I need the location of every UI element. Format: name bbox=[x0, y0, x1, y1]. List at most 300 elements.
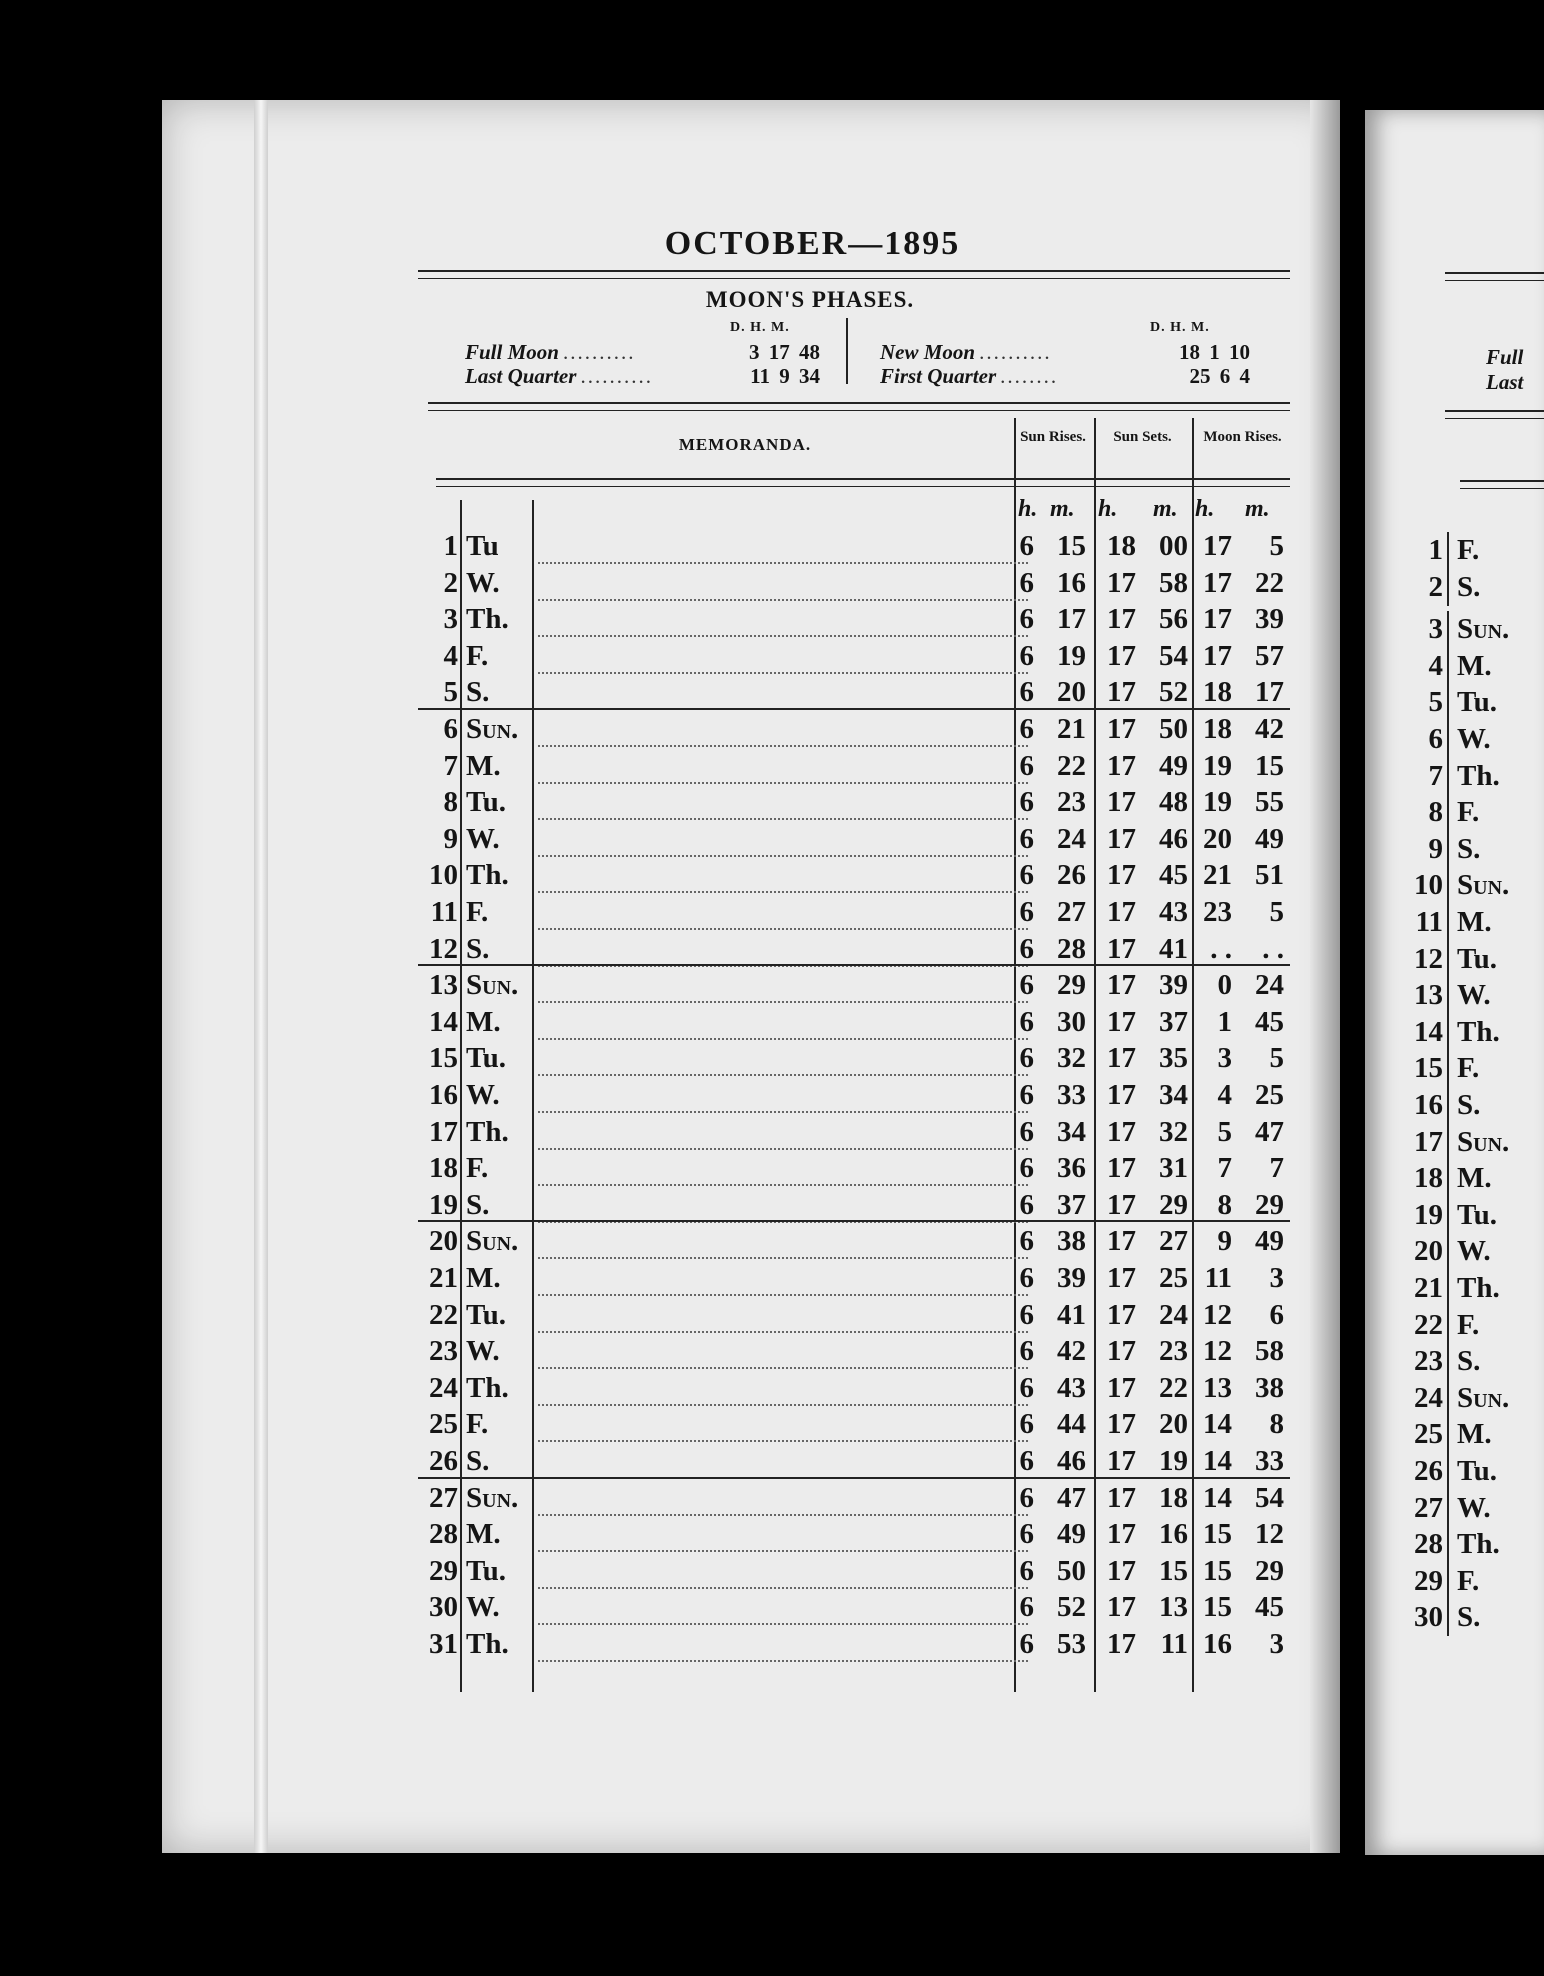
next-page-row bbox=[1405, 1490, 1491, 1527]
weekday-name: Tu. bbox=[466, 786, 507, 819]
sun-rises-heading: Sun Rises. bbox=[1020, 429, 1086, 445]
time-mr-h: 13 bbox=[1203, 1371, 1232, 1404]
table-row bbox=[410, 1406, 1290, 1443]
week-separator bbox=[418, 708, 1290, 710]
time-sr-m: 49 bbox=[1057, 1518, 1086, 1551]
next-page-row bbox=[1405, 648, 1492, 685]
time-sr-m: 16 bbox=[1057, 566, 1086, 599]
time-ss-h: 17 bbox=[1107, 1445, 1136, 1477]
next-page-row bbox=[1405, 1197, 1497, 1234]
time-sr-h: 6 bbox=[1019, 603, 1034, 636]
time-sr-m: 19 bbox=[1057, 639, 1086, 672]
time-mr-h: 3 bbox=[1217, 1042, 1232, 1075]
time-sr-h: 6 bbox=[1019, 1371, 1034, 1404]
time-ss-m: 46 bbox=[1159, 822, 1188, 855]
table-row bbox=[410, 1114, 1290, 1151]
memo-line[interactable] bbox=[538, 1077, 1028, 1113]
time-sr-h: 6 bbox=[1019, 896, 1034, 928]
memo-line[interactable] bbox=[538, 1370, 1028, 1406]
time-ss-h: 17 bbox=[1107, 1262, 1136, 1294]
weekday-name: W. bbox=[466, 566, 500, 599]
time-sr-m: 41 bbox=[1057, 1298, 1086, 1331]
time-sr-m: 26 bbox=[1057, 859, 1086, 892]
time-mr-h: 5 bbox=[1217, 1115, 1232, 1148]
time-sr-m: 21 bbox=[1057, 713, 1086, 745]
time-mr-h: 19 bbox=[1203, 786, 1232, 819]
memo-line[interactable] bbox=[538, 784, 1028, 820]
time-ss-m: 20 bbox=[1159, 1408, 1188, 1441]
time-sr-m: 42 bbox=[1057, 1335, 1086, 1368]
time-mr-m: 33 bbox=[1255, 1445, 1284, 1477]
time-sr-h: 6 bbox=[1019, 1005, 1034, 1038]
day-number: 30 bbox=[1414, 1601, 1443, 1634]
weekday-name: W. bbox=[1447, 721, 1491, 758]
next-page-row bbox=[1405, 532, 1479, 569]
time-mr-m: 5 bbox=[1269, 530, 1284, 562]
time-sr-m: 33 bbox=[1057, 1079, 1086, 1111]
table-row bbox=[410, 1626, 1290, 1663]
day-number: 21 bbox=[1414, 1272, 1443, 1304]
table-row bbox=[410, 1297, 1290, 1334]
table-row bbox=[410, 784, 1290, 821]
next-page-rule bbox=[1445, 272, 1544, 281]
moon-rises-m-label: m. bbox=[1245, 496, 1270, 522]
time-ss-h: 17 bbox=[1107, 676, 1136, 709]
time-mr-m: 42 bbox=[1255, 713, 1284, 745]
weekday-name: Tu bbox=[466, 530, 499, 562]
day-number: 26 bbox=[1414, 1455, 1443, 1487]
day-number: 18 bbox=[1414, 1162, 1443, 1195]
time-ss-h: 17 bbox=[1107, 896, 1136, 928]
time-sr-h: 6 bbox=[1019, 1262, 1034, 1294]
memo-line[interactable] bbox=[538, 1589, 1028, 1625]
table-row bbox=[410, 894, 1290, 931]
time-sr-h: 6 bbox=[1019, 1408, 1034, 1441]
moon-rises-h-label: h. bbox=[1195, 496, 1215, 522]
next-page-row bbox=[1405, 867, 1509, 904]
weekday-name: M. bbox=[1447, 1416, 1492, 1453]
time-ss-h: 17 bbox=[1107, 1079, 1136, 1111]
sun-sets-m-label: m. bbox=[1153, 496, 1178, 522]
table-row bbox=[410, 1187, 1290, 1224]
next-page-row bbox=[1405, 1124, 1509, 1161]
weekday-name: S. bbox=[466, 1188, 490, 1221]
time-ss-m: 22 bbox=[1159, 1371, 1188, 1404]
memo-line[interactable] bbox=[538, 1150, 1028, 1186]
day-number: 4 bbox=[1428, 649, 1443, 682]
day-number: 11 bbox=[430, 896, 458, 928]
day-number: 23 bbox=[1414, 1345, 1443, 1378]
day-number: 18 bbox=[429, 1152, 458, 1185]
weekday-name: M. bbox=[1447, 904, 1492, 941]
table-row bbox=[410, 1150, 1290, 1187]
time-ss-m: 27 bbox=[1159, 1225, 1188, 1258]
time-sr-m: 28 bbox=[1057, 932, 1086, 965]
time-ss-h: 17 bbox=[1107, 713, 1136, 745]
memo-line[interactable] bbox=[538, 931, 1028, 967]
time-ss-m: 18 bbox=[1159, 1481, 1188, 1514]
weekday-name: F. bbox=[1447, 532, 1479, 569]
page-gutter-shadow bbox=[1310, 100, 1340, 1853]
weekday-name: Th. bbox=[1447, 758, 1500, 795]
time-sr-m: 43 bbox=[1057, 1371, 1086, 1404]
weekday-name: M. bbox=[1447, 1160, 1492, 1197]
weekday-name: F. bbox=[466, 896, 489, 928]
weekday-name: Th. bbox=[466, 1628, 509, 1660]
time-sr-h: 6 bbox=[1019, 1152, 1034, 1185]
time-mr-h: 9 bbox=[1217, 1225, 1232, 1258]
next-page-row bbox=[1405, 1526, 1500, 1563]
next-page-row bbox=[1405, 1380, 1509, 1417]
table-row bbox=[410, 1040, 1290, 1077]
time-sr-h: 6 bbox=[1019, 1115, 1034, 1148]
weekday-name: Tu. bbox=[466, 1554, 507, 1587]
phase-full-moon bbox=[465, 340, 820, 365]
time-mr-m: 22 bbox=[1255, 566, 1284, 599]
time-ss-m: 35 bbox=[1159, 1042, 1188, 1075]
table-row bbox=[410, 748, 1290, 785]
table-row bbox=[410, 1443, 1290, 1480]
weekday-name: Sun. bbox=[1447, 1124, 1509, 1161]
memo-line[interactable] bbox=[538, 967, 1028, 1003]
day-number: 29 bbox=[1414, 1564, 1443, 1597]
next-page-phase-fragment: Full bbox=[1486, 345, 1524, 369]
table-row bbox=[410, 821, 1290, 858]
time-mr-h: 21 bbox=[1203, 859, 1232, 892]
weekday-name: S. bbox=[466, 932, 490, 965]
time-sr-m: 17 bbox=[1057, 603, 1086, 636]
time-sr-h: 6 bbox=[1019, 1554, 1034, 1587]
next-page-rule bbox=[1445, 410, 1544, 419]
next-page-row bbox=[1405, 1160, 1492, 1197]
time-ss-h: 17 bbox=[1107, 1591, 1136, 1624]
table-row bbox=[410, 528, 1290, 565]
time-ss-m: 50 bbox=[1159, 713, 1188, 745]
weekday-name: W. bbox=[466, 1591, 500, 1624]
weekday-name: S. bbox=[1447, 569, 1480, 606]
table-row bbox=[410, 1333, 1290, 1370]
table-row bbox=[410, 638, 1290, 675]
table-row bbox=[410, 674, 1290, 711]
moon-phases-heading: MOON'S PHASES. bbox=[705, 287, 915, 312]
day-number: 5 bbox=[1428, 686, 1443, 719]
header-rule bbox=[436, 478, 1290, 487]
time-ss-m: 34 bbox=[1159, 1079, 1188, 1111]
time-ss-h: 17 bbox=[1107, 1225, 1136, 1258]
next-page-phase-fragment: Last bbox=[1486, 370, 1524, 394]
table-row bbox=[410, 1480, 1290, 1517]
phase-divider bbox=[846, 318, 848, 384]
weekday-name: Tu. bbox=[466, 1042, 507, 1075]
time-ss-h: 17 bbox=[1107, 603, 1136, 636]
time-sr-m: 20 bbox=[1057, 676, 1086, 709]
time-mr-m: 49 bbox=[1255, 1225, 1284, 1258]
time-mr-m: 12 bbox=[1255, 1518, 1284, 1551]
time-sr-m: 53 bbox=[1057, 1628, 1086, 1660]
memo-line[interactable] bbox=[538, 711, 1028, 747]
weekday-name: Th. bbox=[1447, 1014, 1500, 1051]
memo-line[interactable] bbox=[538, 528, 1028, 564]
memo-line[interactable] bbox=[538, 1114, 1028, 1150]
time-mr-h: 1 bbox=[1217, 1005, 1232, 1038]
weekday-name: W. bbox=[1447, 1233, 1491, 1270]
time-mr-m: 29 bbox=[1255, 1554, 1284, 1587]
day-number: 6 bbox=[1428, 723, 1443, 755]
time-mr-h: 12 bbox=[1203, 1298, 1232, 1331]
next-page-row bbox=[1405, 1014, 1500, 1051]
time-sr-h: 6 bbox=[1019, 1481, 1034, 1514]
time-mr-m: 45 bbox=[1255, 1591, 1284, 1624]
next-page-row bbox=[1405, 1307, 1479, 1344]
time-sr-h: 6 bbox=[1019, 1518, 1034, 1551]
next-page-row bbox=[1405, 1233, 1491, 1270]
time-ss-m: 41 bbox=[1159, 932, 1188, 965]
next-page-row bbox=[1405, 611, 1509, 648]
table-row bbox=[410, 1004, 1290, 1041]
sun-rises-m-label: m. bbox=[1050, 496, 1075, 522]
next-page-row bbox=[1405, 1270, 1500, 1307]
time-ss-m: 11 bbox=[1160, 1628, 1188, 1660]
time-ss-h: 18 bbox=[1107, 530, 1136, 562]
weekday-name: M. bbox=[466, 749, 501, 782]
time-mr-m: 15 bbox=[1255, 749, 1284, 782]
weekday-name: M. bbox=[466, 1262, 501, 1294]
phase-leader: ........ bbox=[1000, 364, 1059, 388]
memo-line[interactable] bbox=[538, 821, 1028, 857]
time-mr-h: 19 bbox=[1203, 749, 1232, 782]
memo-line[interactable] bbox=[538, 1187, 1028, 1223]
time-ss-m: 32 bbox=[1159, 1115, 1188, 1148]
time-sr-m: 39 bbox=[1057, 1262, 1086, 1294]
time-ss-m: 16 bbox=[1159, 1518, 1188, 1551]
time-sr-m: 47 bbox=[1057, 1481, 1086, 1514]
time-sr-m: 34 bbox=[1057, 1115, 1086, 1148]
time-sr-h: 6 bbox=[1019, 1225, 1034, 1258]
day-number: 10 bbox=[1414, 869, 1443, 902]
time-ss-m: 52 bbox=[1159, 676, 1188, 709]
time-sr-m: 44 bbox=[1057, 1408, 1086, 1441]
time-mr-m: 8 bbox=[1269, 1408, 1284, 1441]
day-number: 27 bbox=[1414, 1491, 1443, 1524]
phase-value: 11 9 34 bbox=[750, 364, 820, 388]
weekday-name: Th. bbox=[466, 1371, 509, 1404]
weekday-name: S. bbox=[1447, 1343, 1480, 1380]
time-ss-m: 49 bbox=[1159, 749, 1188, 782]
time-mr-h: . . bbox=[1210, 932, 1232, 965]
time-sr-m: 36 bbox=[1057, 1152, 1086, 1185]
next-page-row bbox=[1405, 684, 1497, 721]
memo-line[interactable] bbox=[538, 565, 1028, 601]
day-number: 13 bbox=[429, 969, 458, 1002]
time-sr-m: 27 bbox=[1057, 896, 1086, 928]
time-sr-h: 6 bbox=[1019, 566, 1034, 599]
memo-line[interactable] bbox=[538, 1626, 1028, 1662]
dhm-label-left: D. H. M. bbox=[730, 320, 790, 335]
time-ss-h: 17 bbox=[1107, 1518, 1136, 1551]
next-page-rule bbox=[1460, 480, 1544, 489]
day-number: 22 bbox=[1414, 1308, 1443, 1341]
day-number: 9 bbox=[443, 822, 458, 855]
memo-line[interactable] bbox=[538, 1260, 1028, 1296]
day-number: 27 bbox=[429, 1481, 458, 1514]
time-mr-m: 47 bbox=[1255, 1115, 1284, 1148]
weekday-name: S. bbox=[466, 676, 490, 709]
memo-line[interactable] bbox=[538, 1223, 1028, 1259]
time-sr-h: 6 bbox=[1019, 530, 1034, 562]
phase-name: Last Quarter bbox=[465, 364, 577, 388]
day-number: 16 bbox=[429, 1079, 458, 1111]
memo-line[interactable] bbox=[538, 1406, 1028, 1442]
title-rule bbox=[418, 270, 1290, 279]
time-sr-h: 6 bbox=[1019, 1445, 1034, 1477]
sun-rises-h-label: h. bbox=[1018, 496, 1038, 522]
time-ss-h: 17 bbox=[1107, 1152, 1136, 1185]
time-mr-h: 11 bbox=[1204, 1262, 1232, 1294]
day-number: 19 bbox=[1414, 1198, 1443, 1231]
day-number: 28 bbox=[1414, 1528, 1443, 1561]
next-page-row bbox=[1405, 1050, 1479, 1087]
time-ss-m: 29 bbox=[1159, 1188, 1188, 1221]
memo-line[interactable] bbox=[538, 1004, 1028, 1040]
time-mr-h: 20 bbox=[1203, 822, 1232, 855]
time-mr-m: 3 bbox=[1269, 1628, 1284, 1660]
table-row bbox=[410, 1516, 1290, 1553]
sun-sets-heading: Sun Sets. bbox=[1113, 429, 1172, 445]
time-mr-h: 12 bbox=[1203, 1335, 1232, 1368]
next-page-row bbox=[1405, 569, 1480, 606]
weekday-name: Th. bbox=[466, 859, 509, 892]
time-mr-m: 39 bbox=[1255, 603, 1284, 636]
time-sr-h: 6 bbox=[1019, 1298, 1034, 1331]
weekday-name: S. bbox=[1447, 831, 1480, 868]
day-number: 3 bbox=[443, 603, 458, 636]
table-row bbox=[410, 857, 1290, 894]
memo-line[interactable] bbox=[538, 674, 1028, 710]
time-ss-h: 17 bbox=[1107, 1335, 1136, 1368]
time-sr-h: 6 bbox=[1019, 1628, 1034, 1660]
day-number: 28 bbox=[429, 1518, 458, 1551]
day-number: 23 bbox=[429, 1335, 458, 1368]
time-ss-m: 54 bbox=[1159, 639, 1188, 672]
time-mr-h: 17 bbox=[1203, 639, 1232, 672]
memo-line[interactable] bbox=[538, 857, 1028, 893]
time-sr-h: 6 bbox=[1019, 1042, 1034, 1075]
time-sr-h: 6 bbox=[1019, 639, 1034, 672]
phase-name: First Quarter bbox=[880, 364, 997, 388]
memo-line[interactable] bbox=[538, 894, 1028, 930]
time-mr-h: 0 bbox=[1217, 969, 1232, 1002]
time-ss-h: 17 bbox=[1107, 1115, 1136, 1148]
day-number: 16 bbox=[1414, 1089, 1443, 1121]
memo-line[interactable] bbox=[538, 1443, 1028, 1479]
day-number: 24 bbox=[1414, 1381, 1443, 1414]
time-sr-h: 6 bbox=[1019, 1335, 1034, 1368]
phase-new-moon bbox=[880, 340, 1250, 365]
weekday-name: S. bbox=[1447, 1087, 1480, 1124]
memo-line[interactable] bbox=[538, 638, 1028, 674]
phase-name: Full Moon bbox=[465, 340, 559, 364]
time-mr-m: 7 bbox=[1269, 1152, 1284, 1185]
time-ss-m: 23 bbox=[1159, 1335, 1188, 1368]
time-mr-m: 3 bbox=[1269, 1262, 1284, 1294]
time-ss-h: 17 bbox=[1107, 822, 1136, 855]
table-row bbox=[410, 711, 1290, 748]
weekday-name: S. bbox=[1447, 1599, 1480, 1636]
time-mr-h: 14 bbox=[1203, 1445, 1232, 1477]
weekday-name: Sun. bbox=[466, 1481, 519, 1514]
weekday-name: W. bbox=[466, 1079, 500, 1111]
memo-line[interactable] bbox=[538, 1480, 1028, 1516]
time-sr-m: 50 bbox=[1057, 1554, 1086, 1587]
time-ss-h: 17 bbox=[1107, 969, 1136, 1002]
next-page-row bbox=[1405, 904, 1492, 941]
day-number: 2 bbox=[443, 566, 458, 599]
day-number: 9 bbox=[1428, 832, 1443, 865]
day-number: 25 bbox=[1414, 1418, 1443, 1451]
time-ss-m: 39 bbox=[1159, 969, 1188, 1002]
time-mr-h: 18 bbox=[1203, 713, 1232, 745]
weekday-name: F. bbox=[1447, 794, 1479, 831]
memo-line[interactable] bbox=[538, 601, 1028, 637]
day-number: 8 bbox=[443, 786, 458, 819]
time-mr-m: 5 bbox=[1269, 1042, 1284, 1075]
memo-line[interactable] bbox=[538, 1040, 1028, 1076]
table-row bbox=[410, 967, 1290, 1004]
time-mr-m: . . bbox=[1262, 932, 1284, 965]
time-ss-m: 13 bbox=[1159, 1591, 1188, 1624]
time-sr-h: 6 bbox=[1019, 1188, 1034, 1221]
weekday-name: Th. bbox=[1447, 1526, 1500, 1563]
time-mr-m: 29 bbox=[1255, 1188, 1284, 1221]
weekday-name: M. bbox=[1447, 648, 1492, 685]
day-number: 17 bbox=[1414, 1125, 1443, 1158]
day-number: 17 bbox=[429, 1115, 458, 1148]
day-number: 3 bbox=[1428, 613, 1443, 646]
day-number: 2 bbox=[1428, 570, 1443, 603]
time-sr-h: 6 bbox=[1019, 932, 1034, 965]
memo-line[interactable] bbox=[538, 1297, 1028, 1333]
day-number: 14 bbox=[1414, 1015, 1443, 1048]
time-sr-m: 46 bbox=[1057, 1445, 1086, 1477]
day-number: 1 bbox=[443, 530, 458, 562]
memo-line[interactable] bbox=[538, 1516, 1028, 1552]
time-sr-m: 30 bbox=[1057, 1005, 1086, 1038]
time-mr-m: 49 bbox=[1255, 822, 1284, 855]
memo-line[interactable] bbox=[538, 1333, 1028, 1369]
moon-rises-heading: Moon Rises. bbox=[1203, 429, 1282, 445]
time-sr-h: 6 bbox=[1019, 786, 1034, 819]
time-ss-m: 45 bbox=[1159, 859, 1188, 892]
time-ss-h: 17 bbox=[1107, 566, 1136, 599]
day-number: 20 bbox=[429, 1225, 458, 1258]
day-number: 4 bbox=[443, 639, 458, 672]
time-mr-m: 58 bbox=[1255, 1335, 1284, 1368]
time-mr-m: 45 bbox=[1255, 1005, 1284, 1038]
time-ss-m: 37 bbox=[1159, 1005, 1188, 1038]
time-ss-h: 17 bbox=[1107, 859, 1136, 892]
weekday-name: W. bbox=[466, 1335, 500, 1368]
table-row bbox=[410, 1589, 1290, 1626]
time-sr-h: 6 bbox=[1019, 969, 1034, 1002]
table-row bbox=[410, 1553, 1290, 1590]
weekday-name: Th. bbox=[466, 603, 509, 636]
day-number: 6 bbox=[443, 713, 458, 745]
memo-line[interactable] bbox=[538, 1553, 1028, 1589]
day-number: 11 bbox=[1415, 906, 1443, 938]
day-number: 8 bbox=[1428, 796, 1443, 829]
memo-line[interactable] bbox=[538, 748, 1028, 784]
time-sr-m: 23 bbox=[1057, 786, 1086, 819]
